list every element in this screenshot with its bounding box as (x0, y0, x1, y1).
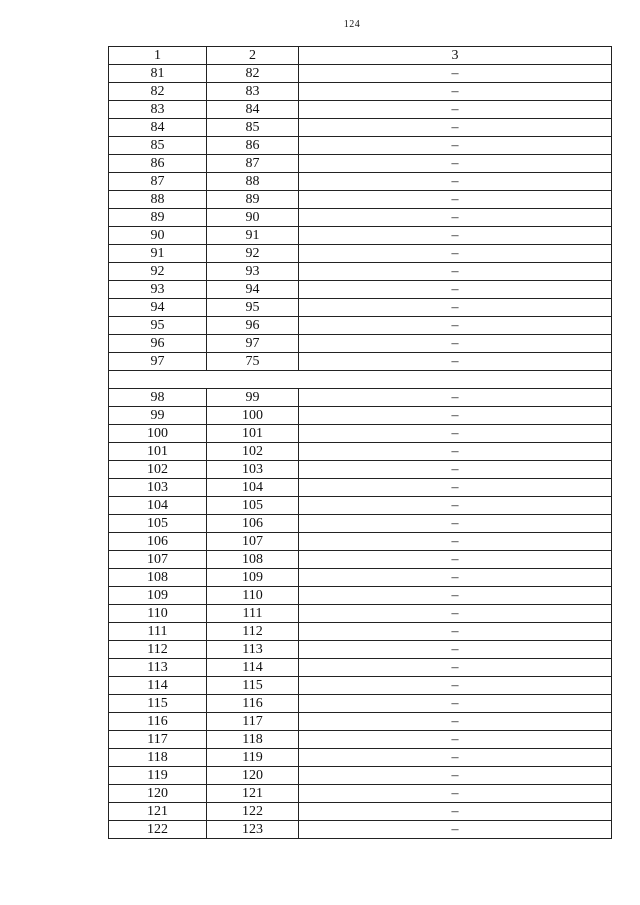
table-row (109, 263, 612, 281)
table-cell-col2: 117 (207, 713, 299, 731)
table-cell-col2: 107 (207, 533, 299, 551)
table-row (109, 803, 612, 821)
table-row (109, 623, 612, 641)
table-cell-col2: 102 (207, 443, 299, 461)
table-cell-col1: 108 (109, 569, 207, 587)
table-cell-col1: 109 (109, 587, 207, 605)
table-cell-col2: 96 (207, 317, 299, 335)
table-row (109, 479, 612, 497)
table-cell-col2: 90 (207, 209, 299, 227)
table-cell-col3: – (299, 533, 612, 551)
table-cell-col1: 82 (109, 83, 207, 101)
table-cell-col1: 93 (109, 281, 207, 299)
table-row (109, 299, 612, 317)
table-row (109, 281, 612, 299)
table-row (109, 659, 612, 677)
table-cell-col2: 97 (207, 335, 299, 353)
table-cell-col3: – (299, 641, 612, 659)
table-cell-col3: – (299, 137, 612, 155)
table-row (109, 731, 612, 749)
table-cell-col3: – (299, 335, 612, 353)
table-cell-col2: 93 (207, 263, 299, 281)
table-cell-col1: 101 (109, 443, 207, 461)
table-row (109, 227, 612, 245)
table-row (109, 119, 612, 137)
table-cell-col2: 118 (207, 731, 299, 749)
table-cell-col2: 103 (207, 461, 299, 479)
table-cell-col3: – (299, 245, 612, 263)
table-row (109, 821, 612, 839)
table-row (109, 533, 612, 551)
table-cell-col2: 91 (207, 227, 299, 245)
table-cell-col3: – (299, 317, 612, 335)
table-cell-col3: – (299, 515, 612, 533)
table-body (109, 65, 612, 839)
table-cell-col2: 123 (207, 821, 299, 839)
table-cell-col1: 99 (109, 407, 207, 425)
table-cell-col3: – (299, 173, 612, 191)
table-cell-col3: – (299, 209, 612, 227)
table-cell-col3: – (299, 281, 612, 299)
table-cell-col2: 89 (207, 191, 299, 209)
table-cell-col2: 108 (207, 551, 299, 569)
table-row (109, 173, 612, 191)
table-cell-col1: 86 (109, 155, 207, 173)
table-cell-col3: – (299, 407, 612, 425)
table-cell-col1: 96 (109, 335, 207, 353)
table-row (109, 587, 612, 605)
table-cell-col3: – (299, 731, 612, 749)
table-row (109, 83, 612, 101)
table-cell-col2: 100 (207, 407, 299, 425)
table-cell-col1: 104 (109, 497, 207, 515)
table-row (109, 515, 612, 533)
table-cell-col3: – (299, 101, 612, 119)
table-cell-col3: – (299, 461, 612, 479)
table-cell-col1: 107 (109, 551, 207, 569)
table-cell-col1: 87 (109, 173, 207, 191)
table-cell-col1: 91 (109, 245, 207, 263)
table-cell-col1: 114 (109, 677, 207, 695)
header-cell-1: 1 (109, 47, 207, 65)
table-cell-col3: – (299, 155, 612, 173)
table-row (109, 425, 612, 443)
table-cell-col1: 97 (109, 353, 207, 371)
table-cell-col1: 118 (109, 749, 207, 767)
table-cell-col3: – (299, 227, 612, 245)
table-row (109, 353, 612, 371)
table-cell-col2: 105 (207, 497, 299, 515)
table-cell-col3: – (299, 821, 612, 839)
table-row (109, 749, 612, 767)
table-cell-col3: – (299, 479, 612, 497)
table-row (109, 497, 612, 515)
table-cell-col3: – (299, 425, 612, 443)
table-cell-col1: 111 (109, 623, 207, 641)
table-cell-col2: 101 (207, 425, 299, 443)
table-cell-col1: 105 (109, 515, 207, 533)
table-row (109, 209, 612, 227)
table-row (109, 461, 612, 479)
table-cell-col1: 85 (109, 137, 207, 155)
table-cell-col3: – (299, 587, 612, 605)
table-cell-col3: – (299, 659, 612, 677)
table-cell-col3: – (299, 191, 612, 209)
table-cell-col3: – (299, 119, 612, 137)
table-cell-col1: 112 (109, 641, 207, 659)
table-row (109, 443, 612, 461)
table-cell-col1: 102 (109, 461, 207, 479)
section-separator-row (109, 371, 612, 389)
table-cell-col1: 98 (109, 389, 207, 407)
table-row (109, 335, 612, 353)
table-cell-col3: – (299, 749, 612, 767)
table-row (109, 569, 612, 587)
table-cell-col1: 89 (109, 209, 207, 227)
table-cell-col2: 95 (207, 299, 299, 317)
table-cell-col3: – (299, 83, 612, 101)
table-cell-col1: 106 (109, 533, 207, 551)
table-cell-col3: – (299, 677, 612, 695)
table-row (109, 101, 612, 119)
table-row (109, 191, 612, 209)
table-cell-col2: 106 (207, 515, 299, 533)
table-row (109, 245, 612, 263)
table-cell-col2: 92 (207, 245, 299, 263)
table-cell-col2: 115 (207, 677, 299, 695)
table-row (109, 695, 612, 713)
table-cell-col2: 121 (207, 785, 299, 803)
table-cell-col2: 88 (207, 173, 299, 191)
table-cell-col3: – (299, 389, 612, 407)
table-cell-col3: – (299, 443, 612, 461)
table-cell-col2: 86 (207, 137, 299, 155)
table-cell-col3: – (299, 497, 612, 515)
header-row (109, 47, 612, 65)
table-row (109, 65, 612, 83)
table-cell-col2: 87 (207, 155, 299, 173)
table-cell-col2: 94 (207, 281, 299, 299)
table-cell-col3: – (299, 713, 612, 731)
table-cell-col2: 120 (207, 767, 299, 785)
table-cell-col2: 75 (207, 353, 299, 371)
page-number: 124 (343, 19, 361, 30)
section-separator-cell (109, 371, 612, 389)
table-cell-col1: 121 (109, 803, 207, 821)
table-row (109, 155, 612, 173)
table-cell-col2: 109 (207, 569, 299, 587)
table-cell-col3: – (299, 299, 612, 317)
table-row (109, 713, 612, 731)
data-table (108, 46, 612, 839)
table-cell-col1: 88 (109, 191, 207, 209)
header-cell-3: 3 (299, 47, 612, 65)
table-cell-col3: – (299, 803, 612, 821)
table-cell-col2: 111 (207, 605, 299, 623)
table-cell-col2: 82 (207, 65, 299, 83)
table-cell-col2: 113 (207, 641, 299, 659)
table-cell-col1: 90 (109, 227, 207, 245)
table-row (109, 551, 612, 569)
table-cell-col3: – (299, 551, 612, 569)
table-cell-col3: – (299, 767, 612, 785)
table-cell-col1: 117 (109, 731, 207, 749)
table-cell-col2: 85 (207, 119, 299, 137)
table-cell-col2: 99 (207, 389, 299, 407)
table-cell-col2: 83 (207, 83, 299, 101)
table-cell-col1: 84 (109, 119, 207, 137)
table-row (109, 407, 612, 425)
table-cell-col3: – (299, 353, 612, 371)
table-cell-col1: 122 (109, 821, 207, 839)
table-row (109, 677, 612, 695)
table-cell-col1: 94 (109, 299, 207, 317)
table-cell-col1: 83 (109, 101, 207, 119)
table-cell-col1: 115 (109, 695, 207, 713)
table-cell-col1: 116 (109, 713, 207, 731)
table-row (109, 317, 612, 335)
table-cell-col1: 100 (109, 425, 207, 443)
header-cell-2: 2 (207, 47, 299, 65)
table-cell-col2: 110 (207, 587, 299, 605)
table-cell-col3: – (299, 785, 612, 803)
table-row (109, 605, 612, 623)
table-cell-col1: 120 (109, 785, 207, 803)
table-row (109, 137, 612, 155)
table-cell-col1: 119 (109, 767, 207, 785)
table-row (109, 389, 612, 407)
table-cell-col2: 119 (207, 749, 299, 767)
table-cell-col2: 122 (207, 803, 299, 821)
table-cell-col1: 113 (109, 659, 207, 677)
table-cell-col3: – (299, 605, 612, 623)
table-cell-col2: 84 (207, 101, 299, 119)
table-row (109, 785, 612, 803)
table-cell-col1: 81 (109, 65, 207, 83)
table-cell-col2: 112 (207, 623, 299, 641)
table-cell-col3: – (299, 695, 612, 713)
table-cell-col3: – (299, 623, 612, 641)
table-cell-col2: 104 (207, 479, 299, 497)
table-cell-col1: 103 (109, 479, 207, 497)
table-cell-col3: – (299, 569, 612, 587)
table-cell-col2: 114 (207, 659, 299, 677)
table-cell-col3: – (299, 65, 612, 83)
table-row (109, 641, 612, 659)
table-cell-col3: – (299, 263, 612, 281)
table-cell-col2: 116 (207, 695, 299, 713)
table-row (109, 767, 612, 785)
table-cell-col1: 110 (109, 605, 207, 623)
table-cell-col1: 95 (109, 317, 207, 335)
table-cell-col1: 92 (109, 263, 207, 281)
